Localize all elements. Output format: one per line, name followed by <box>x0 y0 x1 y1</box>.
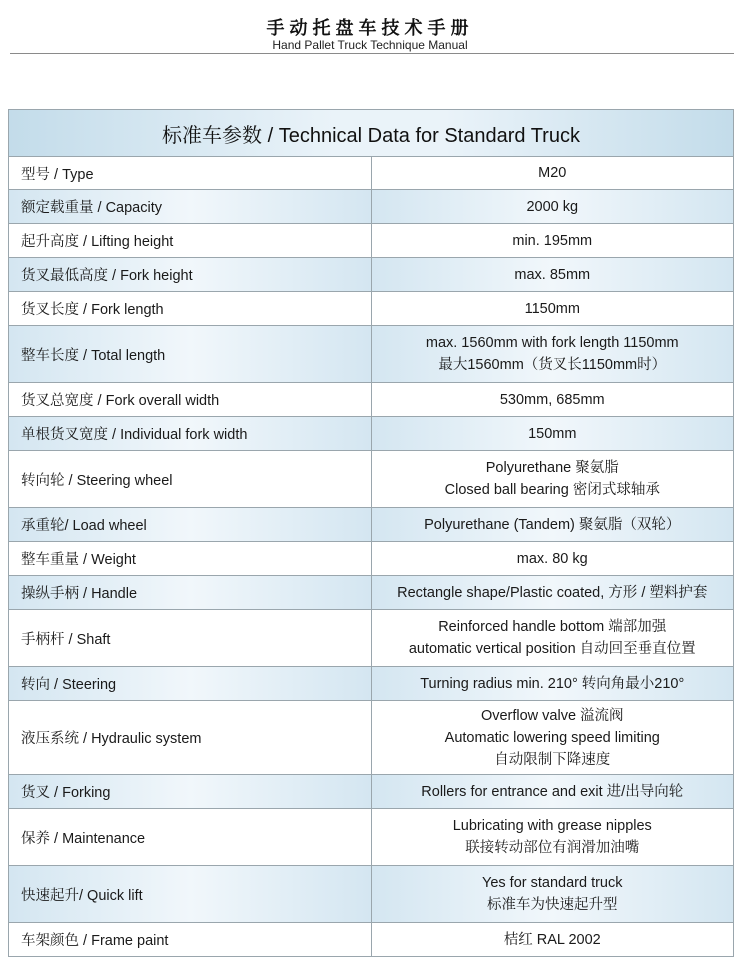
spec-value <box>371 866 734 923</box>
spec-value-line: Closed ball bearing 密闭式球轴承 <box>444 482 660 498</box>
spec-label: 额定载重量 / Capacity <box>9 190 372 224</box>
spec-label: 承重轮/ Load wheel <box>9 508 372 542</box>
document-title-en: Hand Pallet Truck Technique Manual <box>272 38 468 52</box>
spec-value <box>371 775 734 809</box>
spec-value-line: Polyurethane 聚氨脂 <box>485 460 619 476</box>
technical-data-table <box>8 109 734 957</box>
table-row <box>9 157 734 190</box>
spec-value-line: 530mm, 685mm <box>499 391 605 408</box>
table-row <box>9 809 734 866</box>
spec-label: 货叉 / Forking <box>9 775 372 809</box>
spec-value-line: Turning radius min. 210° 转向角最小210° <box>420 675 685 692</box>
spec-value-line: 桔红 RAL 2002 <box>503 931 601 948</box>
spec-value-line: max. 1560mm with fork length 1150mm <box>425 335 679 351</box>
spec-value-line: Rollers for entrance and exit 进/出导向轮 <box>421 783 684 800</box>
spec-value <box>371 157 734 190</box>
table-row <box>9 224 734 258</box>
spec-value <box>371 809 734 866</box>
table-body <box>9 157 734 957</box>
spec-value <box>371 383 734 417</box>
spec-value <box>371 326 734 383</box>
spec-value-line: min. 195mm <box>512 232 593 249</box>
spec-value-line: 联接转动部位有润滑加油嘴 <box>465 840 640 856</box>
table-row <box>9 610 734 667</box>
spec-label: 车架颜色 / Frame paint <box>9 923 372 957</box>
table-row <box>9 775 734 809</box>
spec-value <box>371 610 734 667</box>
document-header <box>0 0 740 60</box>
table-title-row <box>9 110 734 157</box>
table-row <box>9 667 734 701</box>
table-row <box>9 923 734 957</box>
spec-value <box>371 224 734 258</box>
spec-value-line: Polyurethane (Tandem) 聚氨脂（双轮） <box>424 516 681 533</box>
table-row <box>9 326 734 383</box>
table-row <box>9 508 734 542</box>
spec-value-line: Automatic lowering speed limiting <box>444 729 660 746</box>
spec-value-line: Lubricating with grease nipples <box>452 818 652 834</box>
table-row <box>9 866 734 923</box>
spec-label: 快速起升/ Quick lift <box>9 866 372 923</box>
spec-value <box>371 258 734 292</box>
spec-value <box>371 508 734 542</box>
spec-value <box>371 576 734 610</box>
spec-value-line: M20 <box>538 165 567 181</box>
spec-label: 整车长度 / Total length <box>9 326 372 383</box>
spec-value-line: max. 85mm <box>514 266 591 283</box>
spec-label: 液压系统 / Hydraulic system <box>9 701 372 775</box>
spec-value <box>371 923 734 957</box>
spec-label: 货叉总宽度 / Fork overall width <box>9 383 372 417</box>
spec-value-line: 最大1560mm（货叉长1150mm时） <box>438 357 667 373</box>
table-row <box>9 451 734 508</box>
spec-value-line: 自动限制下降速度 <box>494 751 611 768</box>
spec-value <box>371 292 734 326</box>
spec-value-line: Reinforced handle bottom 端部加强 <box>438 619 667 635</box>
spec-label: 手柄杆 / Shaft <box>9 610 372 667</box>
spec-value <box>371 451 734 508</box>
spec-label: 货叉最低高度 / Fork height <box>9 258 372 292</box>
spec-value-line: Rectangle shape/Plastic coated, 方形 / 塑料护套 <box>397 584 708 601</box>
spec-value-line: 1150mm <box>524 300 580 317</box>
spec-value-line: 150mm <box>528 425 577 442</box>
table-row <box>9 190 734 224</box>
spec-value-line: Yes for standard truck <box>481 875 623 891</box>
table-row <box>9 576 734 610</box>
spec-label: 操纵手柄 / Handle <box>9 576 372 610</box>
table-row <box>9 417 734 451</box>
spec-value-line: max. 80 kg <box>516 550 588 567</box>
spec-value <box>371 190 734 224</box>
spec-value <box>371 542 734 576</box>
spec-label: 型号 / Type <box>9 157 372 190</box>
header-divider <box>10 53 734 54</box>
spec-value-line: automatic vertical position 自动回至垂直位置 <box>408 641 696 657</box>
table-row <box>9 292 734 326</box>
spec-value-line: 2000 kg <box>526 198 579 215</box>
spec-label: 转向轮 / Steering wheel <box>9 451 372 508</box>
document-title-cn: 手动托盘车技术手册 <box>266 18 474 39</box>
table-row <box>9 383 734 417</box>
spec-value-line: 标准车为快速起升型 <box>487 897 618 913</box>
spec-label: 货叉长度 / Fork length <box>9 292 372 326</box>
spec-value-line: Overflow valve 溢流阀 <box>480 707 624 724</box>
table-title: 标准车参数 / Technical Data for Standard Truck <box>9 110 734 157</box>
spec-value <box>371 667 734 701</box>
spec-label: 保养 / Maintenance <box>9 809 372 866</box>
spec-label: 转向 / Steering <box>9 667 372 701</box>
spec-value <box>371 701 734 775</box>
spec-label: 整车重量 / Weight <box>9 542 372 576</box>
spec-label: 起升高度 / Lifting height <box>9 224 372 258</box>
table-row <box>9 542 734 576</box>
spec-value <box>371 417 734 451</box>
spec-label: 单根货叉宽度 / Individual fork width <box>9 417 372 451</box>
table-row <box>9 258 734 292</box>
table-row <box>9 701 734 775</box>
